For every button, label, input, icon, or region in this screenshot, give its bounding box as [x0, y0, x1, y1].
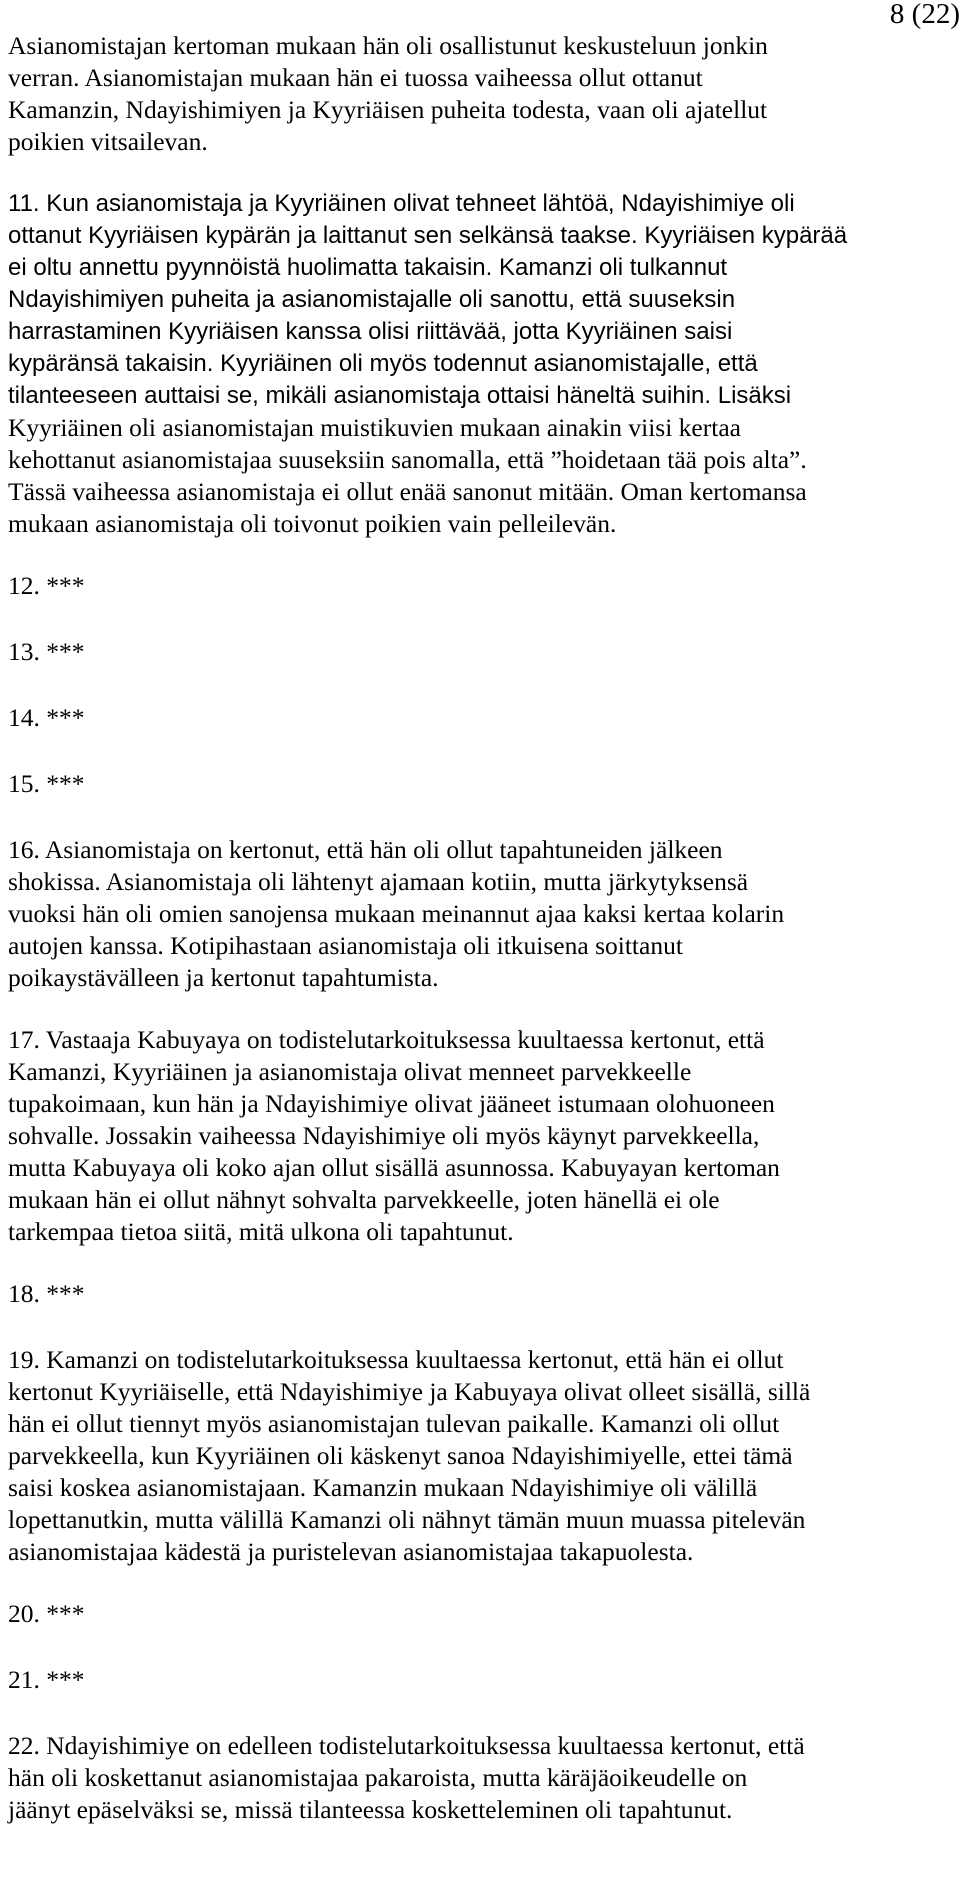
paragraph-11 — [8, 188, 948, 540]
text-line: Kamanzi, Kyyriäinen ja asianomistaja olivat menneet parvekkeelle — [8, 1057, 692, 1086]
text-line: jäänyt epäselväksi se, missä tilanteessa kosketteleminen oli tapahtunut. — [8, 1795, 733, 1824]
paragraph-17 — [8, 1024, 948, 1248]
paragraph-16 — [8, 834, 948, 994]
text-line: Ndayishimiyen puheita ja asianomistajalle oli sanottu, että suuseksin — [8, 286, 736, 313]
text-line: 21. *** — [8, 1665, 85, 1694]
text-line: ottanut Kyyriäisen kypärän ja laittanut sen selkänsä taakse. Kyyriäisen kypärää — [8, 222, 848, 249]
text-line: poikaystävälleen ja kertonut tapahtumista. — [8, 963, 439, 992]
text-line: kertonut Kyyriäiselle, että Ndayishimiye ja Kabuyaya olivat olleet sisällä, sillä — [8, 1377, 811, 1406]
page-number: 8 (22) — [889, 0, 960, 30]
text-line: tarkempaa tietoa siitä, mitä ulkona oli tapahtunut. — [8, 1217, 514, 1246]
paragraph-14 — [8, 702, 948, 734]
text-line: harrastaminen Kyyriäisen kanssa olisi riittävää, jotta Kyyriäinen saisi — [8, 318, 733, 345]
text-line: asianomistajaa kädestä ja puristelevan asianomistajaa takapuolesta. — [8, 1537, 694, 1566]
text-line: tupakoimaan, kun hän ja Ndayishimiye olivat jääneet istumaan olohuoneen — [8, 1089, 775, 1118]
text-line: lopettanutkin, mutta välillä Kamanzi oli nähnyt tämän muun muassa pitelevän — [8, 1505, 806, 1534]
text-line: 18. *** — [8, 1279, 85, 1308]
text-line: sohvalle. Jossakin vaiheessa Ndayishimiye oli myös käynyt parvekkeella, — [8, 1121, 760, 1150]
paragraph-20 — [8, 1598, 948, 1630]
text-line: mukaan hän ei ollut nähnyt sohvalta parvekkeelle, joten hänellä ei ole — [8, 1185, 720, 1214]
text-line: 16. Asianomistaja on kertonut, että hän oli ollut tapahtuneiden jälkeen — [8, 835, 723, 864]
text-line: shokissa. Asianomistaja oli lähtenyt ajamaan kotiin, mutta järkytyksensä — [8, 867, 749, 896]
document-body — [8, 30, 948, 1856]
text-line: Tässä vaiheessa asianomistaja ei ollut enää sanonut mitään. Oman kertomansa — [8, 477, 807, 506]
text-line: 20. *** — [8, 1599, 85, 1628]
text-line: parvekkeella, kun Kyyriäinen oli käskenyt sanoa Ndayishimiyelle, ettei tämä — [8, 1441, 793, 1470]
text-line: kypäränsä takaisin. Kyyriäinen oli myös todennut asianomistajalle, että — [8, 350, 758, 377]
text-line: verran. Asianomistajan mukaan hän ei tuossa vaiheessa ollut ottanut — [8, 63, 703, 92]
paragraph-18 — [8, 1278, 948, 1310]
text-line: Kamanzin, Ndayishimiyen ja Kyyriäisen puheita todesta, vaan oli ajatellut — [8, 95, 768, 124]
text-line: kehottanut asianomistajaa suuseksiin sanomalla, että ”hoidetaan tää pois alta”. — [8, 445, 807, 474]
text-line: hän oli koskettanut asianomistajaa pakaroista, mutta käräjäoikeudelle on — [8, 1763, 748, 1792]
text-line: 13. *** — [8, 637, 85, 666]
text-line: 14. *** — [8, 703, 85, 732]
text-line: hän ei ollut tiennyt myös asianomistajan tulevan paikalle. Kamanzi oli ollut — [8, 1409, 780, 1438]
paragraph-19 — [8, 1344, 948, 1568]
text-line: ei oltu annettu pyynnöistä huolimatta takaisin. Kamanzi oli tulkannut — [8, 254, 728, 281]
paragraph-21 — [8, 1664, 948, 1696]
text-line: autojen kanssa. Kotipihastaan asianomistaja oli itkuisena soittanut — [8, 931, 683, 960]
text-line: vuoksi hän oli omien sanojensa mukaan meinannut ajaa kaksi kertaa kolarin — [8, 899, 785, 928]
paragraph-15 — [8, 768, 948, 800]
text-line: 11. Kun asianomistaja ja Kyyriäinen olivat tehneet lähtöä, Ndayishimiye oli — [8, 190, 795, 217]
text-line: 19. Kamanzi on todistelutarkoituksessa kuultaessa kertonut, että hän ei ollut — [8, 1345, 784, 1374]
text-line: poikien vitsailevan. — [8, 127, 208, 156]
text-line: mukaan asianomistaja oli toivonut poikien vain pelleilevän. — [8, 509, 617, 538]
paragraph-12 — [8, 570, 948, 602]
paragraph — [8, 30, 948, 158]
text-line: 12. *** — [8, 571, 85, 600]
text-line: tilanteeseen auttaisi se, mikäli asianomistaja ottaisi häneltä suihin. Lisäksi — [8, 382, 792, 409]
text-line: 15. *** — [8, 769, 85, 798]
text-line: 22. Ndayishimiye on edelleen todistelutarkoituksessa kuultaessa kertonut, että — [8, 1731, 805, 1760]
text-line: 17. Vastaaja Kabuyaya on todistelutarkoituksessa kuultaessa kertonut, että — [8, 1025, 765, 1054]
paragraph-22 — [8, 1730, 948, 1826]
text-line: saisi koskea asianomistajaan. Kamanzin mukaan Ndayishimiye oli välillä — [8, 1473, 758, 1502]
text-line: Asianomistajan kertoman mukaan hän oli osallistunut keskusteluun jonkin — [8, 31, 768, 60]
paragraph-13 — [8, 636, 948, 668]
text-line: Kyyriäinen oli asianomistajan muistikuvien mukaan ainakin viisi kertaa — [8, 413, 741, 442]
text-line: mutta Kabuyaya oli koko ajan ollut sisällä asunnossa. Kabuyayan kertoman — [8, 1153, 780, 1182]
